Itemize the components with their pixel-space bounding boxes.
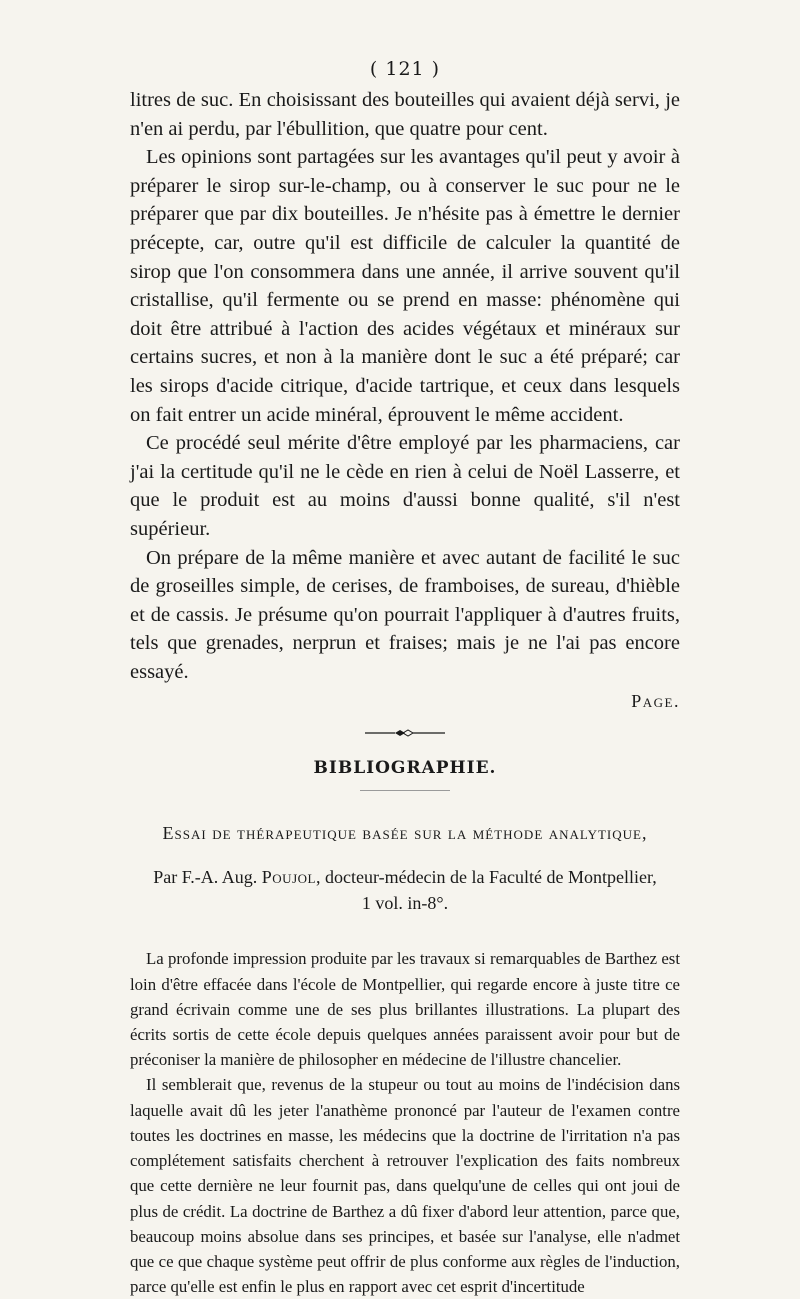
byline-prefix: Par F.-A. Aug. <box>153 867 258 888</box>
body-paragraph-4: On prépare de la même manière et avec autant de facilité le suc de groseilles simple, de cerises, de framboises, de sureau, d'hièble et de cassis. Je présume qu'on pourrait l'appliquer à d'autres fruits, tels que grenades, nerprun et fraises; mais je ne l'ai pas encore essayé. <box>130 546 680 683</box>
title-rule <box>360 790 450 791</box>
page-number: ( 121 ) <box>369 58 441 80</box>
review-body <box>130 946 680 1299</box>
body-paragraph-1: litres de suc. En choisissant des bouteilles qui avaient déjà servi, je n'en ai perdu, par l'ébullition, que quatre pour cent. <box>130 89 680 140</box>
review-paragraph-2: Il semblerait que, revenus de la stupeur ou tout au moins de l'indécision dans laquelle avait dû les jeter l'anathème prononcé par l'auteur de l'examen contre toutes les doctrines en masse, les médecins que la doctrine de l'irritation n'a pas complétement satisfaits cherchent à retrouver l'explication des faits nombreux que cette dernière ne leur fournit pas, dans quelqu'une de celles qui ont joui de plus de crédit. La doctrine de Barthez a dû fixer d'abord leur attention, parce que, beaucoup moins absolue dans ses principes, et basée sur l'analyse, elle n'admet que ce que chaque système peut offrir de plus conforme aux règles de l'induction, parce qu'elle est enfin le plus en rapport avec cet esprit d'incertitude <box>130 1075 680 1297</box>
byline-author: Poujol <box>261 867 316 888</box>
ornament-divider-icon <box>365 728 445 738</box>
body-paragraph-2: Les opinions sont partagées sur les avantages qu'il peut y avoir à préparer le sirop sur-le-champ, ou à conserver le suc pour ne le préparer que par dix bouteilles. Je n'hésite pas à émettre le dernier précepte, car, outre qu'il est difficile de calculer la quantité de sirop que l'on consommera dans une année, il arrive souvent qu'il cristallise, qu'il fermente ou se prend en masse: phénomène qui doit être attribué à l'action des acides végétaux et minéraux sur certains sucres, et non à la manière dont le suc a été préparé; car les sirops d'acide citrique, d'acide tartrique, et ceux dans lesquels on fait entrer un acide minéral, éprouvent le même accident. <box>130 146 680 426</box>
book-title: Essai de thérapeutique basée sur la méthode analytique, <box>162 823 648 844</box>
section-title: BIBLIOGRAPHIE. <box>313 758 497 779</box>
byline-volume: 1 vol. in-8°. <box>361 893 449 914</box>
review-paragraph-1: La profonde impression produite par les travaux si remarquables de Barthez est loin d'être effacée dans l'école de Montpellier, qui regarde encore à juste titre ce grand écrivain comme une de ses plus brillantes illustrations. La plupart des écrits sortis de cette école depuis quelques années paraissent avoir pour but de préconiser la manière de philosopher en médecine de l'illustre chancelier. <box>130 949 680 1070</box>
article-body <box>130 86 680 714</box>
byline <box>130 864 680 916</box>
author-signature: Page. <box>631 691 680 712</box>
body-paragraph-3: Ce procédé seul mérite d'être employé par les pharmaciens, car j'ai la certitude qu'il ne le cède en rien à celui de Noël Lasserre, et que le produit est au moins d'aussi bonne qualité, s'il n'est supérieur. <box>130 432 680 540</box>
byline-suffix: , docteur-médecin de la Faculté de Montpellier, <box>315 867 657 888</box>
